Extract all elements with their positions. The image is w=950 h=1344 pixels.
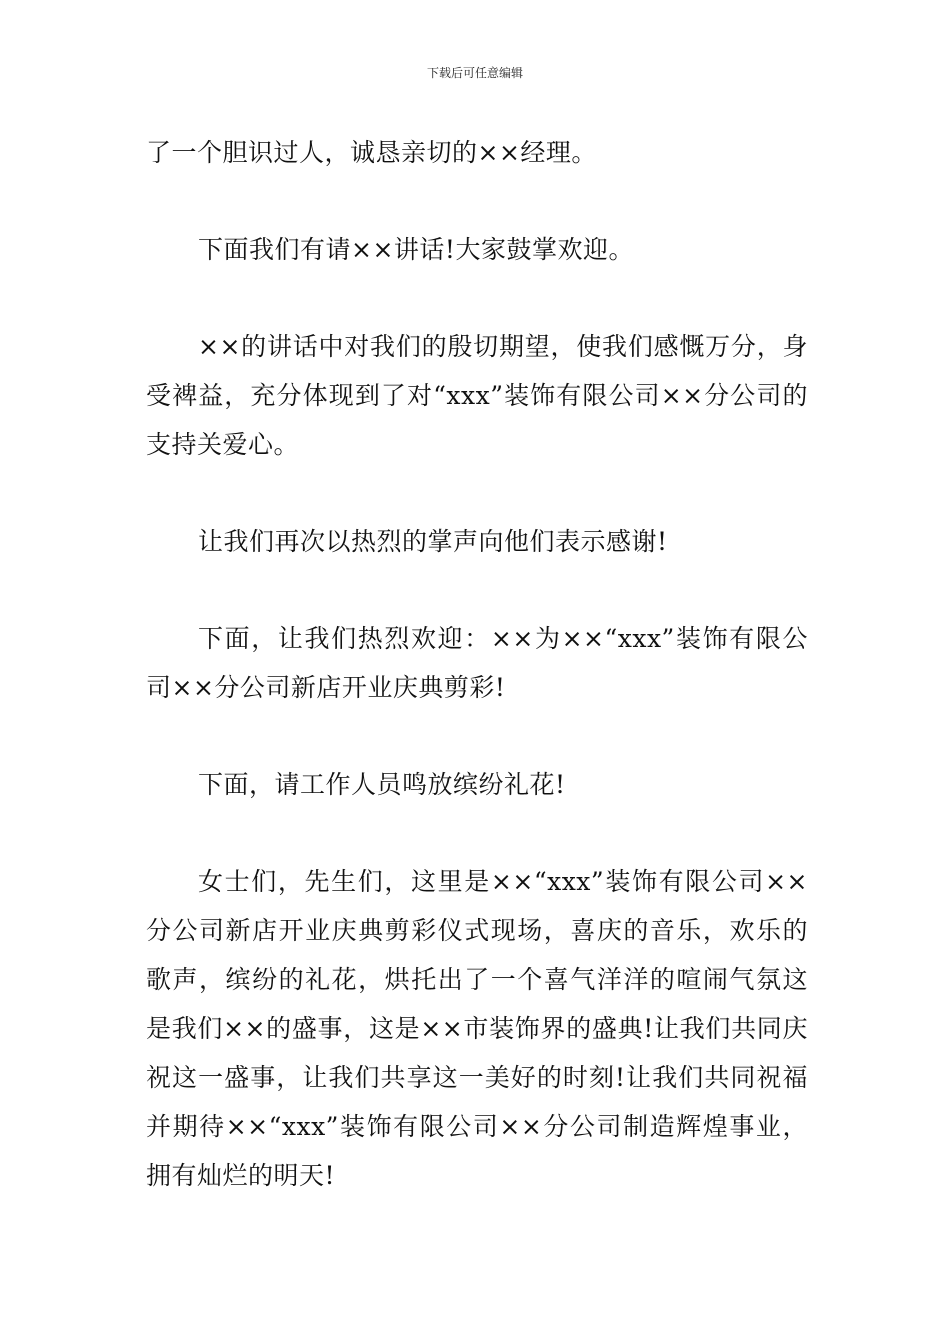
paragraph-6: 下面，请工作人员鸣放缤纷礼花! <box>198 770 566 799</box>
paragraph-5: 下面，让我们热烈欢迎：××为××“xxx”装饰有限公司××分公司新店开业庆典剪彩! <box>146 624 808 702</box>
document-body <box>146 128 808 1248</box>
paragraph-4: 让我们再次以热烈的掌声向他们表示感谢! <box>198 527 668 556</box>
page-header-note: 下载后可任意编辑 <box>426 66 523 80</box>
paragraph-3: ××的讲话中对我们的殷切期望，使我们感慨万分，身受裨益，充分体现到了对“xxx”装饰有限公司××分公司的支持关爱心。 <box>146 332 808 459</box>
paragraph-2: 下面我们有请××讲话!大家鼓掌欢迎。 <box>198 235 634 264</box>
paragraph-1: 了一个胆识过人，诚恳亲切的××经理。 <box>146 138 597 167</box>
paragraph-7: 女士们，先生们，这里是××“xxx”装饰有限公司××分公司新店开业庆典剪彩仪式现场，喜庆的音乐，欢乐的歌声，缤纷的礼花，烘托出了一个喜气洋洋的喧闹气氛这是我们××的盛事，这是××市装饰界的盛典!让我们共同庆祝这一盛事，让我们共享这一美好的时刻!让我们共同祝福并期待××“xxx”装饰有限公司××分公司制造辉煌事业，拥有灿烂的明天! <box>146 867 808 1190</box>
